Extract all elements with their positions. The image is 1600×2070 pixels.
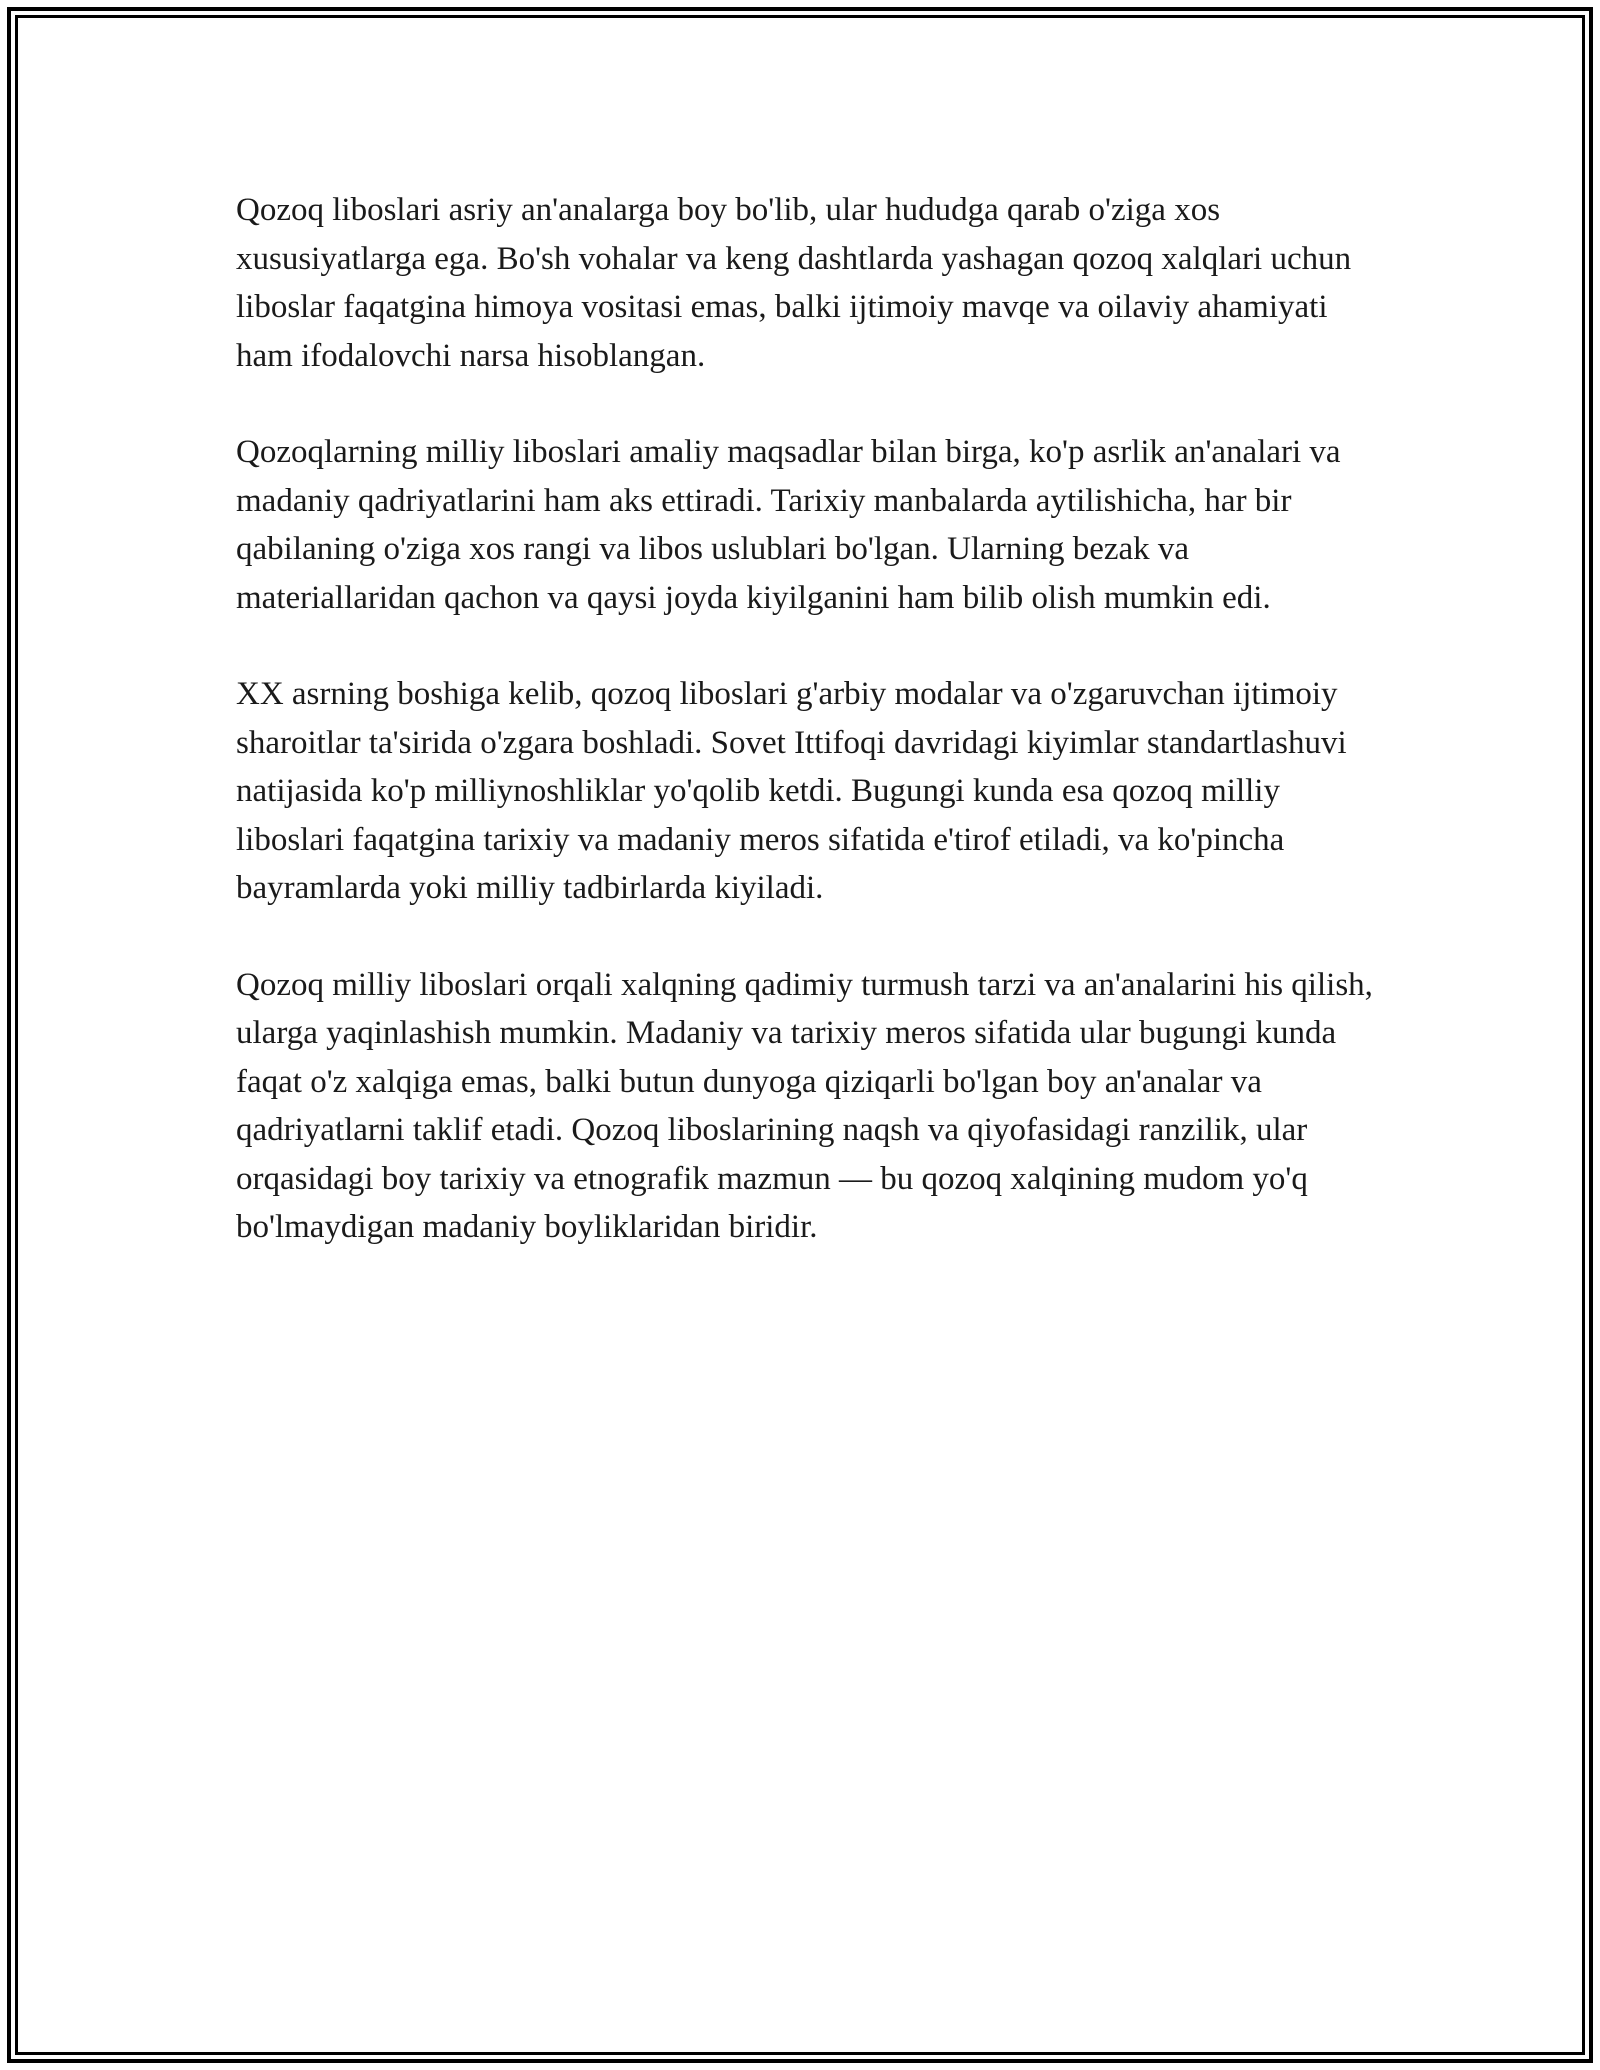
- paragraph-3: XX asrning boshiga kelib, qozoq liboslari g'arbiy modalar va o'zgaruvchan ijtimoiy sharoitlar ta'sirida o'zgara boshladi. Sovet Ittifoqi davridagi kiyimlar standartlashuvi natijasida ko'p milliynoshliklar yo'qolib ketdi. Bugungi kunda esa qozoq milliy liboslari faqatgina tarixiy va madaniy meros sifatida e'tirof etiladi, va ko'pincha bayramlarda yoki milliy tadbirlarda kiyiladi.: [236, 676, 1347, 906]
- document-body: [236, 186, 1376, 1300]
- paragraph-1: Qozoq liboslari asriy an'analarga boy bo'lib, ular hududga qarab o'ziga xos xususiyatlarga ega. Bo'sh vohalar va keng dashtlarda yashagan qozoq xalqlari uchun liboslar faqatgina himoya vositasi emas, balki ijtimoiy mavqe va oilaviy ahamiyati ham ifodalovchi narsa hisoblangan.: [236, 192, 1352, 374]
- paragraph-2: Qozoqlarning milliy liboslari amaliy maqsadlar bilan birga, ko'p asrlik an'analari va madaniy qadriyatlarini ham aks ettiradi. Tarixiy manbalarda aytilishicha, har bir qabilaning o'ziga xos rangi va libos uslublari bo'lgan. Ularning bezak va materiallaridan qachon va qaysi joyda kiyilganini ham bilib olish mumkin edi.: [236, 434, 1341, 616]
- paragraph-4: Qozoq milliy liboslari orqali xalqning qadimiy turmush tarzi va an'analarini his qilish, ularga yaqinlashish mumkin. Madaniy va tarixiy meros sifatida ular bugungi kunda faqat o'z xalqiga emas, balki butun dunyoga qiziqarli bo'lgan boy an'analar va qadriyatlarni taklif etadi. Qozoq liboslarining naqsh va qiyofasidagi ranzilik, ular orqasidagi boy tarixiy va etnografik mazmun — bu qozoq xalqining mudom yo'q bo'lmaydigan madaniy boyliklaridan biridir.: [236, 966, 1373, 1245]
